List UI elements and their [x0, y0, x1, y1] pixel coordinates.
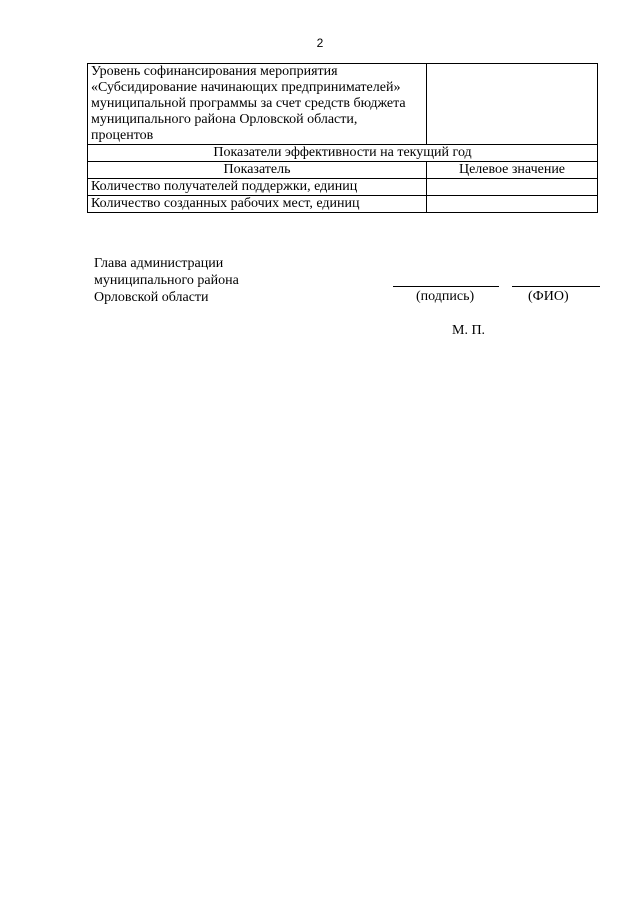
column-header-target: Целевое значение [427, 162, 598, 179]
signatory-line-3: Орловской области [94, 290, 209, 305]
signatory-line-2: муниципального района [94, 273, 239, 288]
indicator-label: Количество созданных рабочих мест, единиц [88, 196, 427, 213]
signature-caption: (подпись) [416, 289, 475, 304]
stamp-placeholder: М. П. [452, 323, 486, 338]
name-caption: (ФИО) [528, 289, 569, 304]
column-header-indicator: Показатель [88, 162, 427, 179]
signatory-line-1: Глава администрации [94, 256, 224, 271]
page-number: 2 [316, 36, 324, 50]
signature-line [393, 286, 499, 287]
target-value [427, 196, 598, 213]
table-row [88, 196, 598, 213]
cofinancing-label: Уровень софинансирования мероприятия «Субсидирование начинающих предпринимателей» муниципальной программы за счет средств бюджета муниципального района Орловской области, процентов [88, 64, 427, 145]
name-line [512, 286, 600, 287]
cofinancing-row [88, 64, 598, 145]
indicator-label: Количество получателей поддержки, единиц [88, 179, 427, 196]
signatory-title [94, 255, 239, 306]
section-header: Показатели эффективности на текущий год [88, 145, 598, 162]
column-header-row [88, 162, 598, 179]
target-value [427, 179, 598, 196]
table-row [88, 179, 598, 196]
cofinancing-value [427, 64, 598, 145]
indicators-table [87, 63, 598, 213]
section-header-row [88, 145, 598, 162]
